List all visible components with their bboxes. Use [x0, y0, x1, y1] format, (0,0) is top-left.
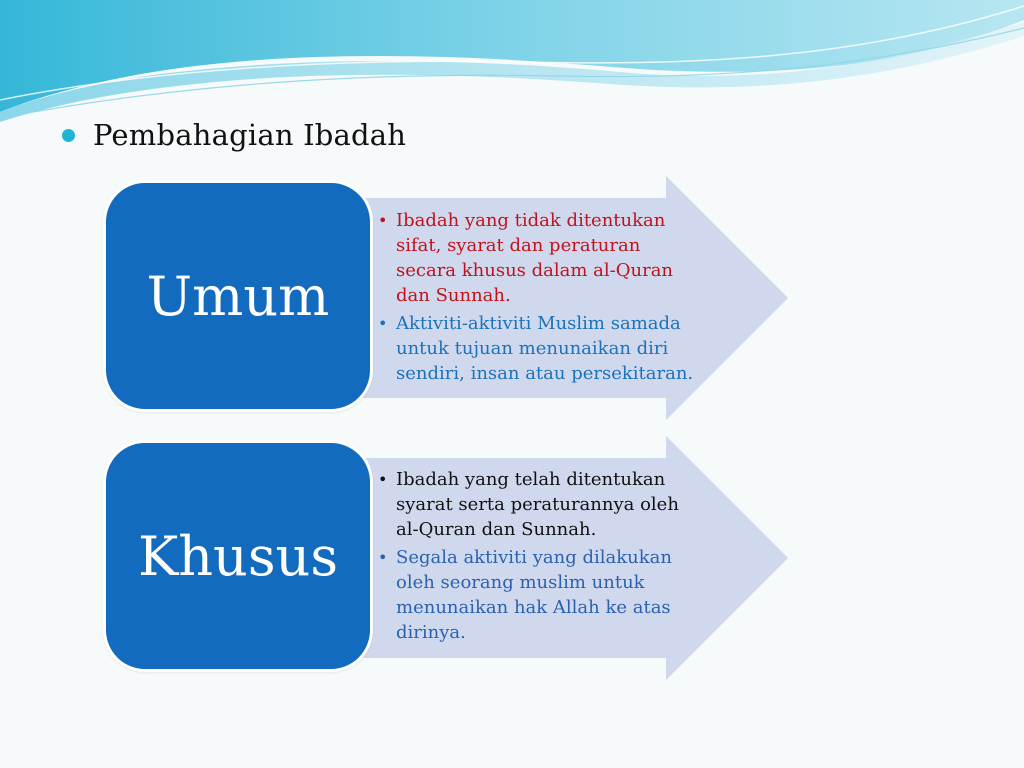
- bullet-icon: •: [378, 211, 388, 230]
- label-umum: Umum: [146, 264, 330, 328]
- slide-title-row: [62, 118, 406, 152]
- bullet-icon: •: [378, 548, 388, 567]
- khusus-point-1: • Ibadah yang telah ditentukan syarat serta peraturannya oleh al-Quran dan Sunnah.: [378, 469, 679, 540]
- umum-point-2: • Aktiviti-aktiviti Muslim samada untuk tujuan menunaikan diri sendiri, insan atau persekitaran.: [378, 313, 694, 384]
- umum-point-1: • Ibadah yang tidak ditentukan sifat, syarat dan peraturan secara khusus dalam al-Quran dan Sunnah.: [378, 210, 674, 306]
- khusus-point-2: • Segala aktiviti yang dilakukan oleh seorang muslim untuk menunaikan hak Allah ke atas dirinya.: [378, 547, 672, 643]
- umum-points: [376, 208, 706, 389]
- slide-title: Pembahagian Ibadah: [93, 118, 407, 152]
- label-box-umum: [103, 180, 373, 412]
- label-box-khusus: [103, 440, 373, 672]
- label-khusus: Khusus: [137, 524, 339, 588]
- bullet-icon: •: [378, 314, 388, 333]
- title-bullet-icon: [62, 129, 75, 142]
- khusus-points: [376, 467, 706, 648]
- bullet-icon: •: [378, 470, 388, 489]
